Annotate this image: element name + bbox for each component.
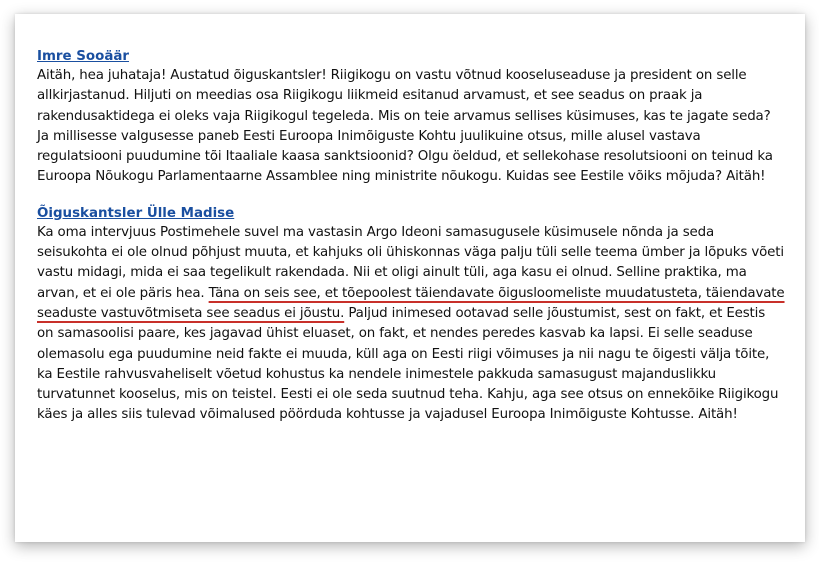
speaker-link-ulle-madise[interactable]: Õiguskantsler Ülle Madise [37, 205, 235, 221]
speech-block-2 [37, 204, 785, 426]
speech-text-2 [37, 223, 785, 426]
speaker-link-imre-sooaar[interactable]: Imre Sooäär [37, 49, 130, 64]
speech-text-2-after: Paljud inimesed ootavad selle jõustumist, sest on fakt, et Eestis on samasoolisi paare, kes jagavad ühist eluaset, on fakt, et nendes peredes kasvab ka lapsi. Ei selle seaduse olemasolu ega puudumine neid fakte ei muuda, küll aga on Eesti riigi võimuses ja nii nagu te õigesti välja tõite, ka Eestile rahvusvaheliselt võetud kohustus ka nendele inimestele pakkuda samasugust majanduslikku turvatunnet kooselus, mis on teistel. Eesti ei ole seda suutnud teha. Kahju, aga see otsus on ennekõike Riigikogu käes ja alles siis tulevad võimalused pöörduda kohtusse ja vajadusel Euroopa Inimõiguste Kohtusse. Aitäh! [37, 305, 779, 423]
speech-text-2-before: Ka oma intervjuus Postimehele suvel ma vastasin Argo Ideoni samasugusele küsimusele nõnda ja seda seisukohta ei ole olnud põhjust muuta, et kahjuks oli ühiskonnas väga palju tüli selle teema ümber ja lõpuks võeti vastu midagi, mida ei saa tegelikult rakendada. Nii et oligi ainult tüli, aga kasu ei olnud. Selline praktika, ma arvan, et ei ole päris hea. [37, 224, 784, 301]
transcript-card [15, 14, 805, 542]
speech-block-1 [37, 47, 785, 188]
highlighted-sentence: Täna on seis see, et tõepoolest täiendavate õigusloomeliste muudatusteta, täiendavate seaduste vastuvõtmiseta see seadus ei jõustu. [37, 285, 785, 321]
speech-text-1: Aitäh, hea juhataja! Austatud õiguskantsler! Riigikogu on vastu võtnud kooseluseaduse ja president on selle allkirjastanud. Hiljuti on meedias osa Riigikogu liikmeid esitanud arvamust, et see seadus on praak ja rakendusaktidega ei oleks vaja Riigikogul tegeleda. Mis on teie arvamus sellises küsimuses, kas te jagate seda? Ja millisesse valgusesse paneb Eesti Euroopa Inimõiguste Kohtu juulikuine otsus, mille alusel vastava regulatsiooni puudumine tõi Itaaliale kaasa sanktsioonid? Olgu öeldud, et sellekohase resolutsiooni on teinud ka Euroopa Nõukogu Parlamentaarne Assamblee ning ministrite nõukogu. Kuidas see Eestile võiks mõjuda? Aitäh! [37, 68, 773, 185]
